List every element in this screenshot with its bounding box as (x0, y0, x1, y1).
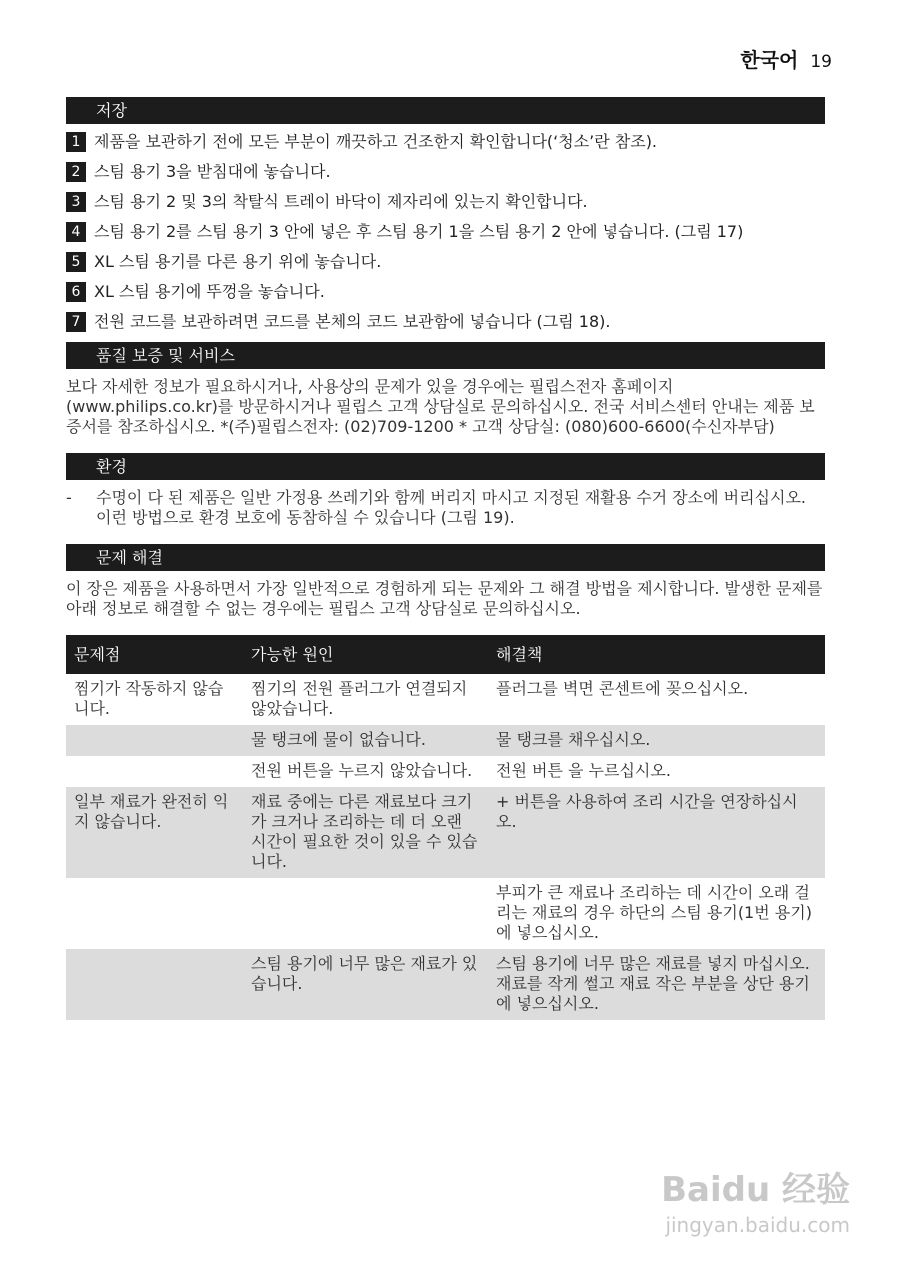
step-text: 스팀 용기 3을 받침대에 놓습니다. (94, 162, 331, 181)
environment-section-title: 환경 (66, 453, 825, 480)
step-text: 제품을 보관하기 전에 모든 부분이 깨끗하고 건조한지 확인합니다(‘청소’란 참조). (94, 132, 658, 151)
table-row (66, 878, 825, 949)
table-row (66, 674, 825, 725)
storage-step (66, 282, 825, 302)
header-cause: 가능한 원인 (243, 635, 488, 674)
cell-cause: 물 탱크에 물이 없습니다. (243, 725, 488, 756)
step-number: 5 (66, 252, 86, 272)
cell-problem: 일부 재료가 완전히 익지 않습니다. (66, 787, 243, 878)
cell-solution: 플러그를 벽면 콘센트에 꽂으십시오. (496, 679, 749, 698)
watermark-url: jingyan.baidu.com (665, 1213, 850, 1237)
table-row (66, 949, 825, 1020)
storage-step (66, 132, 825, 152)
cell-problem (66, 878, 243, 949)
warranty-text: 보다 자세한 정보가 필요하시거나, 사용상의 문제가 있을 경우에는 필립스전자 홈페이지(www.philips.co.kr)를 방문하시거나 필립스 고객 상담실로 문의하십시오. 전국 서비스센터 안내는 제품 보증서를 참조하십시오. *(주)필립스전자: (02)709-1200 * 고객 상담실: (080)600-6600(수신자부담) (66, 377, 815, 436)
cell-solution: 전원 버튼 을 누르십시오. (496, 761, 671, 780)
troubleshooting-section-title: 문제 해결 (66, 544, 825, 571)
header-solution: 해결책 (488, 635, 825, 674)
cell-problem (66, 756, 243, 787)
language-label: 한국어 (740, 48, 799, 72)
step-text: 스팀 용기 2를 스팀 용기 3 안에 넣은 후 스팀 용기 1을 스팀 용기 2 안에 넣습니다. (그림 17) (94, 222, 744, 241)
step-text: XL 스팀 용기를 다른 용기 위에 놓습니다. (94, 252, 382, 271)
bullet-dash: - (66, 488, 72, 507)
cell-cause: 스팀 용기에 너무 많은 재료가 있습니다. (243, 949, 488, 1020)
storage-steps (66, 132, 825, 332)
cell-solution: + 버튼을 사용하여 조리 시간을 연장하십시오. (488, 787, 825, 878)
storage-step (66, 192, 825, 212)
table-row (66, 756, 825, 787)
cell-problem (66, 949, 243, 1020)
step-number: 3 (66, 192, 86, 212)
page-number: 19 (810, 52, 832, 72)
cell-solution: 스팀 용기에 너무 많은 재료를 넣지 마십시오. 재료를 작게 썰고 재료 작은 부분을 상단 용기에 넣으십시오. (488, 949, 825, 1020)
step-number: 6 (66, 282, 86, 302)
storage-step (66, 312, 825, 332)
cell-solution: 물 탱크를 채우십시오. (488, 725, 825, 756)
page-header (740, 44, 832, 73)
storage-step (66, 162, 825, 182)
cell-problem (66, 725, 243, 756)
environment-text: 수명이 다 된 제품은 일반 가정용 쓰레기와 함께 버리지 마시고 지정된 재활용 수거 장소에 버리십시오. 이런 방법으로 환경 보호에 동참하실 수 있습니다 (그림 19). (96, 488, 806, 527)
watermark-logo: Baidu 经验 (661, 1170, 850, 1210)
cell-problem: 찜기가 작동하지 않습니다. (74, 679, 224, 718)
cell-cause: 전원 버튼을 누르지 않았습니다. (251, 761, 473, 780)
storage-section-title: 저장 (66, 97, 825, 124)
cell-solution: 부피가 큰 재료나 조리하는 데 시간이 오래 걸리는 재료의 경우 하단의 스팀 용기(1번 용기)에 넣으십시오. (496, 883, 812, 942)
cell-cause (243, 878, 488, 949)
header-problem: 문제점 (66, 635, 243, 674)
table-row (66, 787, 825, 878)
cell-cause: 찜기의 전원 플러그가 연결되지 않았습니다. (251, 679, 468, 718)
step-text: 스팀 용기 2 및 3의 착탈식 트레이 바닥이 제자리에 있는지 확인합니다. (94, 192, 588, 211)
step-number: 4 (66, 222, 86, 242)
table-header-row (66, 635, 825, 674)
step-number: 7 (66, 312, 86, 332)
environment-bullet (66, 488, 825, 528)
troubleshooting-table (66, 635, 825, 1020)
step-text: 전원 코드를 보관하려면 코드를 본체의 코드 보관함에 넣습니다 (그림 18). (94, 312, 611, 331)
manual-content (66, 97, 825, 1020)
step-text: XL 스팀 용기에 뚜껑을 놓습니다. (94, 282, 325, 301)
warranty-section-title: 품질 보증 및 서비스 (66, 342, 825, 369)
table-row (66, 725, 825, 756)
cell-cause: 재료 중에는 다른 재료보다 크기가 크거나 조리하는 데 더 오랜 시간이 필요한 것이 있을 수 있습니다. (243, 787, 488, 878)
troubleshooting-intro: 이 장은 제품을 사용하면서 가장 일반적으로 경험하게 되는 문제와 그 해결 방법을 제시합니다. 발생한 문제를 아래 정보로 해결할 수 없는 경우에는 필립스 고객 상담실로 문의하십시오. (66, 579, 823, 618)
step-number: 1 (66, 132, 86, 152)
storage-step (66, 252, 825, 272)
step-number: 2 (66, 162, 86, 182)
storage-step (66, 222, 825, 242)
baidu-watermark (661, 1162, 850, 1237)
